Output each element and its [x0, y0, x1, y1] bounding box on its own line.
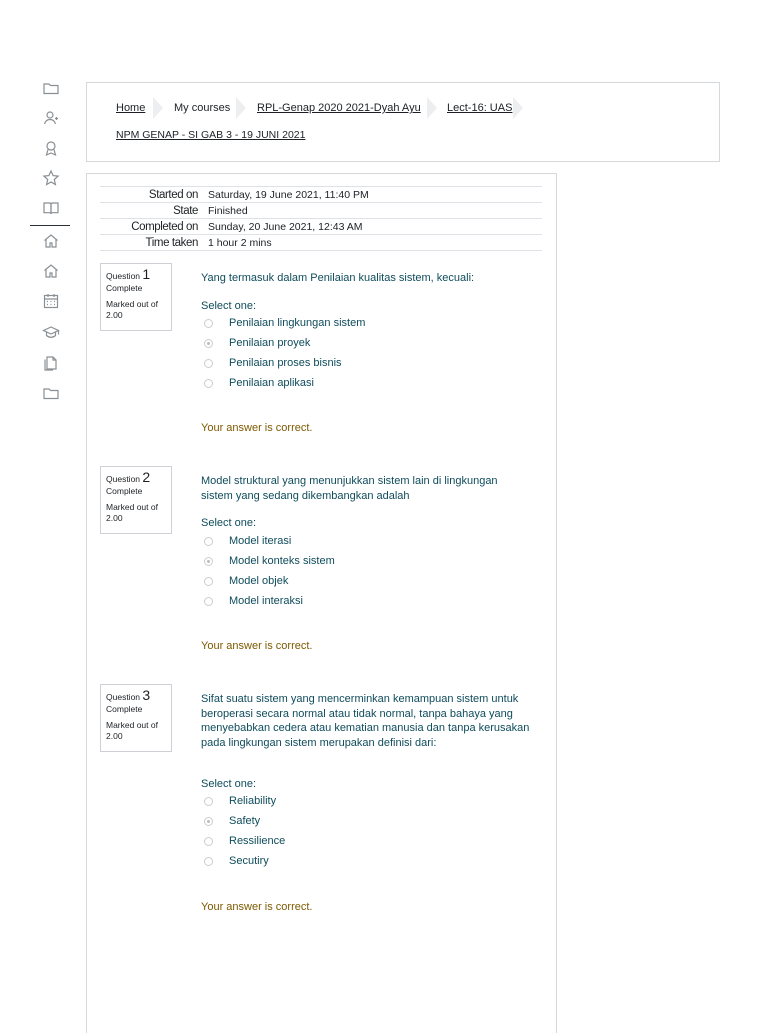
option-label: Penilaian proyek — [229, 337, 311, 349]
left-nav-rail — [0, 0, 80, 1024]
book-icon[interactable] — [42, 199, 60, 217]
summary-row — [100, 203, 542, 219]
breadcrumb-quiz[interactable]: NPM GENAP - SI GAB 3 - 19 JUNI 2021 — [116, 129, 306, 141]
option-label: Penilaian lingkungan sistem — [229, 317, 366, 329]
answer-option[interactable] — [204, 794, 276, 808]
folder-icon[interactable] — [42, 79, 60, 97]
summary-key: Time taken — [100, 235, 208, 251]
option-label: Model konteks sistem — [229, 555, 335, 567]
select-one-label: Select one: — [201, 778, 257, 790]
select-one-label: Select one: — [201, 517, 257, 529]
calendar-icon[interactable] — [42, 292, 60, 310]
question-mark: Marked out of 2.00 — [106, 720, 158, 741]
radio-button[interactable] — [204, 359, 213, 368]
question-label: Question — [106, 474, 141, 484]
radio-button[interactable] — [204, 537, 213, 546]
radio-button-selected[interactable] — [204, 817, 213, 826]
answer-feedback: Your answer is correct. — [201, 422, 313, 434]
summary-value: Sunday, 20 June 2021, 12:43 AM — [208, 219, 542, 235]
question-number: 1 — [142, 266, 151, 282]
question-text: Sifat suatu sistem yang mencerminkan kemampuan sistem untuk beroperasi secara normal atau tidak normal, tanpa bahaya yang menyebabkan cedera atau kematian manusia dan tanpa kerusakan pada lingkungan sistem merupakan definisi dari: — [201, 693, 530, 749]
answer-option[interactable] — [204, 534, 291, 548]
breadcrumb-home[interactable]: Home — [116, 102, 146, 114]
question-info-box — [100, 466, 172, 534]
answer-option[interactable] — [204, 814, 260, 828]
question-mark: Marked out of 2.00 — [106, 502, 158, 523]
home-icon[interactable] — [42, 232, 60, 250]
option-label: Penilaian aplikasi — [229, 377, 314, 389]
folder-bottom-icon[interactable] — [42, 384, 60, 402]
answer-option[interactable] — [204, 316, 365, 330]
breadcrumb — [86, 82, 720, 162]
graduation-cap-icon[interactable] — [42, 323, 60, 341]
breadcrumb-separator-icon — [153, 97, 163, 119]
answer-option[interactable] — [204, 376, 314, 390]
breadcrumb-course[interactable]: RPL-Genap 2020 2021-Dyah Ayu — [257, 102, 421, 114]
question-info-box — [100, 684, 172, 752]
breadcrumb-lecture[interactable]: Lect-16: UAS — [447, 102, 513, 114]
option-label: Model interaksi — [229, 595, 303, 607]
option-label: Penilaian proses bisnis — [229, 357, 342, 369]
option-label: Reliability — [229, 795, 277, 807]
radio-button[interactable] — [204, 577, 213, 586]
question-number: 2 — [142, 469, 151, 485]
badge-icon[interactable] — [42, 139, 60, 157]
summary-row — [100, 219, 542, 235]
answer-feedback: Your answer is correct. — [201, 640, 313, 652]
answer-option[interactable] — [204, 356, 342, 370]
radio-button-selected[interactable] — [204, 557, 213, 566]
summary-row — [100, 187, 542, 203]
summary-key: Completed on — [100, 219, 208, 235]
question-text: Model struktural yang menunjukkan sistem lain di lingkungan sistem yang sedang dikembangkan adalah — [201, 475, 498, 502]
summary-key: Started on — [100, 187, 208, 203]
option-label: Ressilience — [229, 835, 286, 847]
summary-value: Saturday, 19 June 2021, 11:40 PM — [208, 187, 542, 203]
user-icon[interactable] — [42, 109, 60, 127]
breadcrumb-separator-icon — [427, 97, 437, 119]
attempt-summary-table — [100, 186, 542, 251]
radio-button-selected[interactable] — [204, 339, 213, 348]
home-outline-icon[interactable] — [42, 262, 60, 280]
radio-button[interactable] — [204, 319, 213, 328]
breadcrumb-separator-icon — [513, 97, 523, 119]
radio-button[interactable] — [204, 797, 213, 806]
option-label: Safety — [229, 815, 261, 827]
question-status: Complete — [106, 486, 143, 496]
answer-option[interactable] — [204, 336, 310, 350]
question-label: Question — [106, 271, 141, 281]
answer-feedback: Your answer is correct. — [201, 901, 313, 913]
question-number: 3 — [142, 687, 151, 703]
answer-option[interactable] — [204, 834, 285, 848]
option-label: Model objek — [229, 575, 289, 587]
summary-value: Finished — [208, 203, 542, 219]
radio-button[interactable] — [204, 857, 213, 866]
select-one-label: Select one: — [201, 300, 257, 312]
question-status: Complete — [106, 704, 143, 714]
breadcrumb-my-courses[interactable]: My courses — [174, 102, 231, 114]
summary-key: State — [100, 203, 208, 219]
summary-value: 1 hour 2 mins — [208, 235, 542, 251]
question-text: Yang termasuk dalam Penilaian kualitas sistem, kecuali: — [201, 272, 475, 284]
radio-button[interactable] — [204, 379, 213, 388]
question-info-box — [100, 263, 172, 331]
summary-row — [100, 235, 542, 251]
option-label: Model iterasi — [229, 535, 292, 547]
radio-button[interactable] — [204, 837, 213, 846]
option-label: Secutiry — [229, 855, 269, 867]
files-icon[interactable] — [42, 354, 60, 372]
rail-divider — [30, 225, 70, 226]
question-status: Complete — [106, 283, 143, 293]
radio-button[interactable] — [204, 597, 213, 606]
answer-option[interactable] — [204, 554, 335, 568]
answer-option[interactable] — [204, 574, 288, 588]
star-icon[interactable] — [42, 169, 60, 187]
question-mark: Marked out of 2.00 — [106, 299, 158, 320]
answer-option[interactable] — [204, 594, 303, 608]
question-label: Question — [106, 692, 141, 702]
answer-option[interactable] — [204, 854, 269, 868]
breadcrumb-separator-icon — [236, 97, 246, 119]
